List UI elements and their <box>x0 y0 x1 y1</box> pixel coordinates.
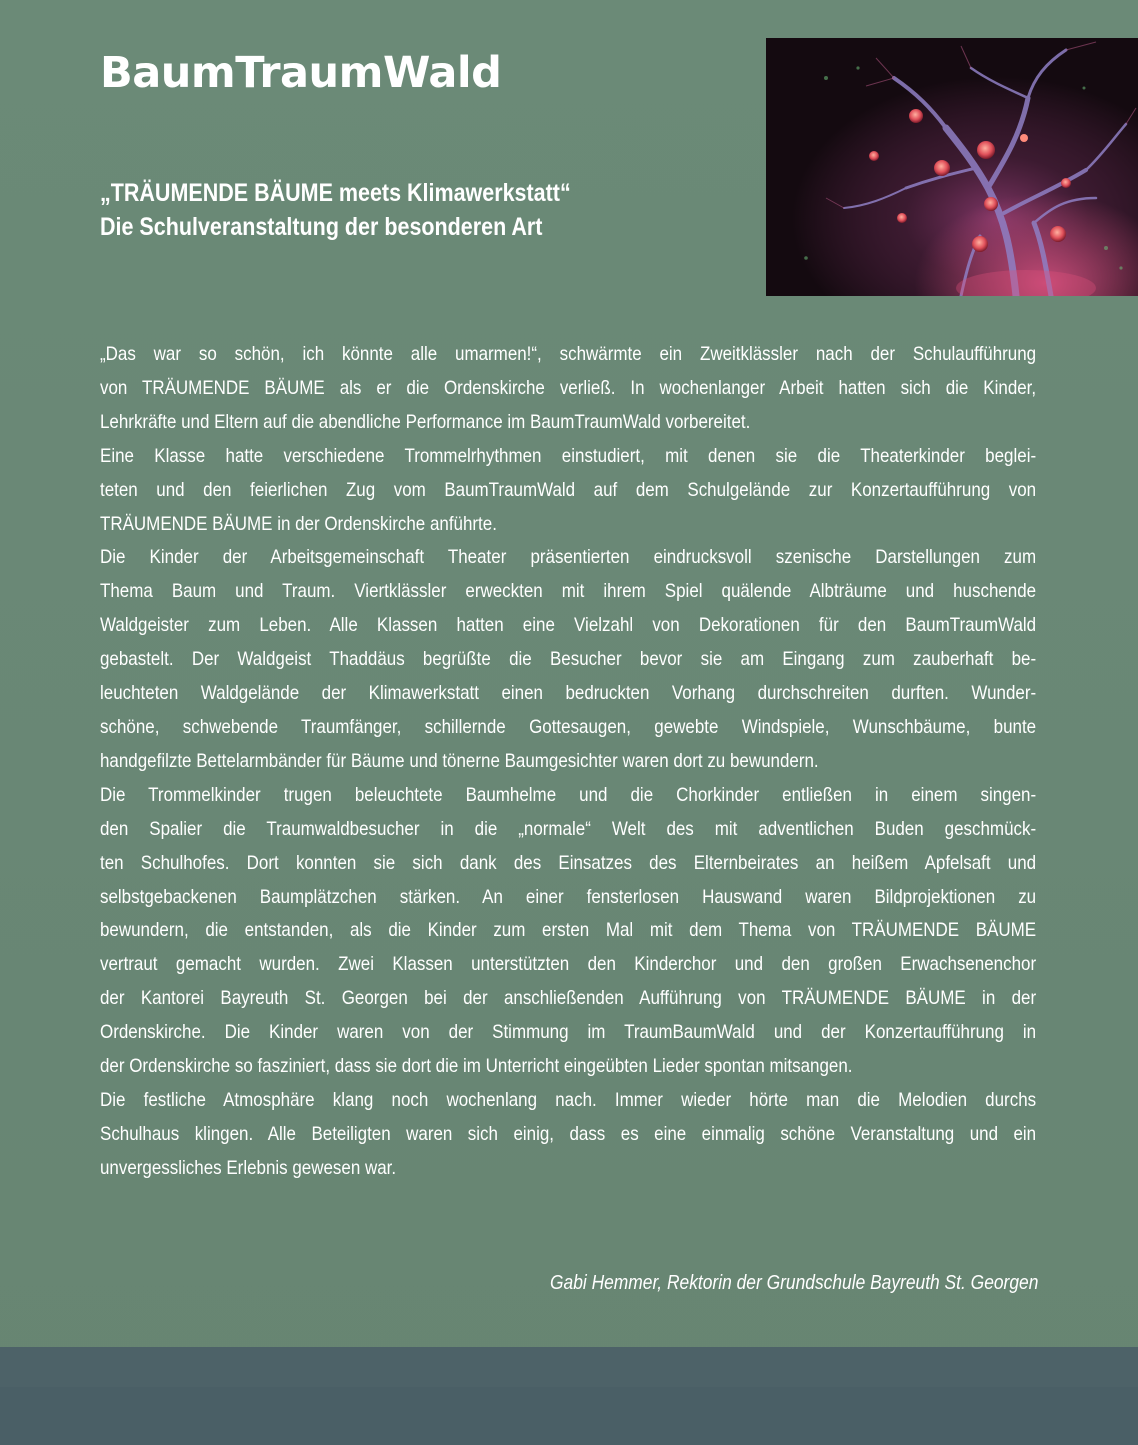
body-line: der Ordenskirche so fasziniert, dass sie dort die im Unterricht eingeübten Lieder spontan mitsangen. <box>100 1055 853 1078</box>
body-line: „Das war so schön, ich könnte alle umarmen!“, schwärmte ein Zweitklässler nach der Schulaufführung <box>100 343 1037 365</box>
subtitle <box>100 176 571 244</box>
body-line: Waldgeister zum Leben. Alle Klassen hatten eine Vielzahl von Dekorationen für den BaumTraumWald <box>100 614 1037 637</box>
body-line: bewundern, die entstanden, als die Kinder zum ersten Mal mit dem Thema von TRÄUMENDE BÄUME <box>100 919 1037 942</box>
subtitle-line-1: „TRÄUMENDE BÄUME meets Klimawerkstatt“ <box>100 179 571 207</box>
body-line: Die Trommelkinder trugen beleuchtete Baumhelme und die Chorkinder entließen in einem singen- <box>100 783 1037 806</box>
body-line: gebastelt. Der Waldgeist Thaddäus begrüßte die Besucher bevor sie am Eingang zum zauberhaft be- <box>100 648 1037 671</box>
body-line: Ordenskirche. Die Kinder waren von der Stimmung im TraumBaumWald und der Konzertaufführung in <box>100 1021 1037 1044</box>
body-line: handgefilzte Bettelarmbänder für Bäume und tönerne Baumgesichter waren dort zu bewundern. <box>100 749 819 772</box>
subtitle-line-2: Die Schulveranstaltung der besonderen Art <box>100 213 543 241</box>
author-signature: Gabi Hemmer, Rektorin der Grundschule Bayreuth St. Georgen <box>549 1272 1038 1294</box>
tree-photo <box>766 38 1138 296</box>
body-line: ten Schulhofes. Dort konnten sie sich dank des Einsatzes des Elternbeirates an heißem Apfelsaft und <box>100 851 1037 874</box>
body-line: der Kantorei Bayreuth St. Georgen bei der anschließenden Aufführung von TRÄUMENDE BÄUME in der <box>100 987 1037 1010</box>
body-line: von TRÄUMENDE BÄUME als er die Ordenskirche verließ. In wochenlanger Arbeit hatten sich die Kinder, <box>100 376 1037 399</box>
page-title: BaumTraumWald <box>100 48 502 98</box>
body-line: schöne, schwebende Traumfänger, schillernde Gottesaugen, gewebte Windspiele, Wunschbäume, bunte <box>100 715 1037 738</box>
body-line: vertraut gemacht wurden. Zwei Klassen unterstützten den Kinderchor und den großen Erwachsenenchor <box>100 953 1037 976</box>
body-line: den Spalier die Traumwaldbesucher in die „normale“ Welt des mit adventlichen Buden geschmück- <box>100 817 1037 840</box>
body-line: leuchteten Waldgelände der Klimawerkstatt einen bedruckten Vorhang durchschreiten durften. Wunder- <box>100 682 1037 705</box>
body-line: TRÄUMENDE BÄUME in der Ordenskirche anführte. <box>100 512 497 535</box>
bottom-band <box>0 1347 1138 1445</box>
body-line: Die festliche Atmosphäre klang noch wochenlang nach. Immer wieder hörte man die Melodien durchs <box>100 1088 1037 1111</box>
body-line: Schulhaus klingen. Alle Beteiligten waren sich einig, dass es eine einmalig schöne Veranstaltung und ein <box>100 1122 1037 1145</box>
body-line: Die Kinder der Arbeitsgemeinschaft Theater präsentierten eindrucksvoll szenische Darstellungen zum <box>100 546 1037 569</box>
article-body <box>100 338 1040 1186</box>
tree-with-lanterns-night-photo-icon <box>766 38 1138 296</box>
body-line: unvergessliches Erlebnis gewesen war. <box>100 1156 397 1179</box>
body-line: Thema Baum und Traum. Viertklässler erweckten mit ihrem Spiel quälende Albträume und huschende <box>100 580 1037 603</box>
body-line: selbstgebackenen Baumplätzchen stärken. An einer fensterlosen Hauswand waren Bildprojektionen zu <box>100 885 1037 908</box>
body-line: teten und den feierlichen Zug vom BaumTraumWald auf dem Schulgelände zur Konzertaufführung von <box>100 478 1037 501</box>
body-line: Eine Klasse hatte verschiedene Trommelrhythmen einstudiert, mit denen sie die Theaterkinder beglei- <box>100 444 1037 467</box>
bottom-band-strip <box>0 1387 1138 1445</box>
body-line: Lehrkräfte und Eltern auf die abendliche Performance im BaumTraumWald vorbereitet. <box>100 410 751 433</box>
